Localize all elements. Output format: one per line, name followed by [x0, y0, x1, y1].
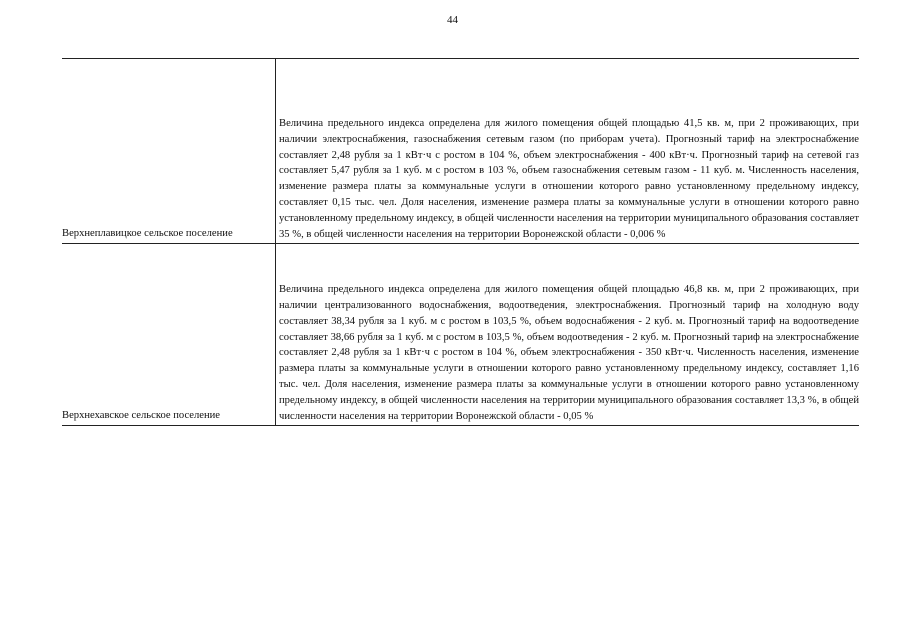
settlement-name: Верхнеплавицкое сельское поселение — [62, 59, 276, 244]
table-row — [62, 244, 859, 426]
settlement-index-table — [62, 58, 859, 426]
index-description: Величина предельного индекса определена для жилого помещения общей площадью 46,8 кв. м, при 2 проживающих, при наличии централизованного водоснабжения, водоотведения, электроснабжения. Прогнозный тариф на холодную воду составляет 38,34 рубля за 1 куб. м с ростом в 103,5 %, объем водоснабжения - 2 куб. м. Прогнозный тариф на водоотведение составляет 38,66 рубля за 1 куб. м с ростом в 103,5 %, объем водоотведения - 2 куб. м. Прогнозный тариф на электроснабжение составляет 2,48 рубля за 1 кВт·ч с ростом в 104 %, объем электроснабжения - 350 кВт·ч. Численность населения, изменение размера платы за коммунальные услуги в отношении которого равно установленному предельному индексу, составляет 1,16 тыс. чел. Доля населения, изменение размера платы за коммунальные услуги в отношении которого равно установленному предельному индексу, в общей численности населения на территории муниципального образования составляет 13,3 %, в общей численности населения на территории Воронежской области - 0,05 % — [276, 244, 860, 426]
settlement-name: Верхнехавское сельское поселение — [62, 244, 276, 426]
page-number: 44 — [447, 14, 458, 26]
table-row — [62, 59, 859, 244]
index-description: Величина предельного индекса определена для жилого помещения общей площадью 41,5 кв. м, при 2 проживающих, при наличии электроснабжения, газоснабжения сетевым газом (по приборам учета). Прогнозный тариф на электроснабжение составляет 2,48 рубля за 1 кВт·ч с ростом в 104 %, объем электроснабжения - 400 кВт·ч. Прогнозный тариф на сетевой газ составляет 5,47 рубля за 1 куб. м с ростом в 103 %, объем газоснабжения сетевым газом - 11 куб. м. Численность населения, изменение размера платы за коммунальные услуги в отношении которого равно установленному предельному индексу, составляет 0,15 тыс. чел. Доля населения, изменение размера платы за коммунальные услуги в отношении которого равно установленному предельному индексу, в общей численности населения на территории муниципального образования составляет 35 %, в общей численности населения на территории Воронежской области - 0,006 % — [276, 59, 860, 244]
